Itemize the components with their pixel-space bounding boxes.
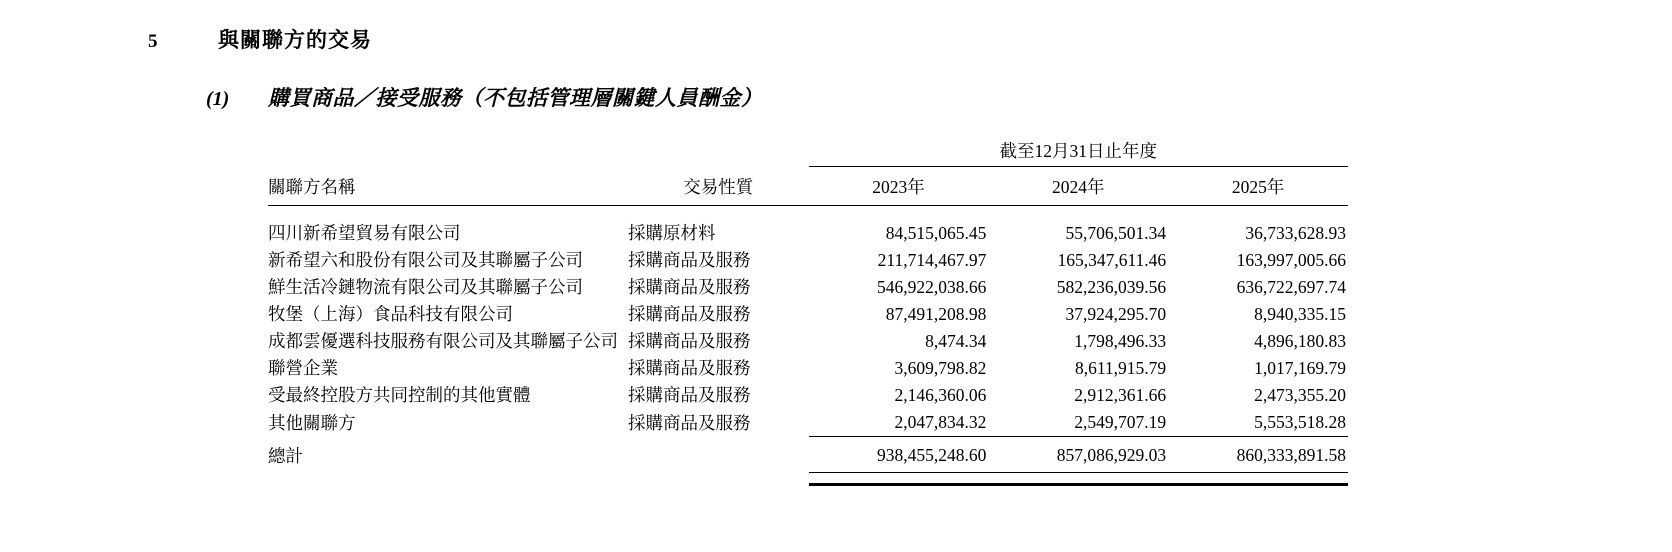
section-heading [148, 24, 372, 54]
row-amount-2023: 87,491,208.98 [885, 304, 987, 324]
bottom-rule-pad-name [268, 473, 628, 485]
span-header-pad-nature [628, 138, 809, 167]
row-amount-2024: 1,798,496.33 [1074, 331, 1167, 351]
row-amount-2023: 211,714,467.97 [877, 250, 987, 270]
header-body-spacer [268, 206, 1348, 221]
row-party-name: 聯營企業 [268, 358, 338, 378]
spacer-cell-1 [268, 206, 628, 221]
total-amount-2023: 938,455,248.60 [809, 437, 989, 473]
bottom-rule-2024 [988, 473, 1168, 485]
column-header-nature: 交易性質 [628, 167, 809, 206]
bottom-rule-2025 [1168, 473, 1348, 485]
table-row [268, 301, 1348, 328]
total-amount-2024: 857,086,929.03 [988, 437, 1168, 473]
row-amount-2025: 636,722,697.74 [1236, 277, 1346, 297]
row-amount-2025: 163,997,005.66 [1236, 250, 1346, 270]
row-nature: 採購商品及服務 [628, 331, 751, 351]
subsection-heading [206, 82, 763, 112]
table-row [268, 328, 1348, 355]
row-amount-2024: 37,924,295.70 [1065, 304, 1167, 324]
row-amount-2025: 4,896,180.83 [1254, 331, 1346, 351]
related-party-transactions-table [268, 138, 1348, 486]
row-amount-2025: 8,940,335.15 [1254, 304, 1346, 324]
row-nature: 採購商品及服務 [628, 385, 751, 405]
row-party-name: 成都雲優選科技服務有限公司及其聯屬子公司 [268, 331, 618, 351]
row-amount-2023: 3,609,798.82 [894, 358, 987, 378]
row-party-name: 四川新希望貿易有限公司 [268, 223, 461, 243]
row-amount-2023: 84,515,065.45 [885, 223, 987, 243]
table-row [268, 220, 1348, 247]
spacer-cell-5 [1168, 206, 1348, 221]
spacer-cell-2 [628, 206, 809, 221]
row-nature: 採購商品及服務 [628, 304, 751, 324]
table-row [268, 409, 1348, 437]
row-party-name: 鮮生活冷鏈物流有限公司及其聯屬子公司 [268, 277, 583, 297]
column-header-2023: 2023年 [809, 167, 989, 206]
bottom-rule-2023 [809, 473, 989, 485]
row-amount-2024: 165,347,611.46 [1057, 250, 1167, 270]
total-nature-blank [628, 437, 809, 473]
table-row [268, 355, 1348, 382]
table-bottom-rule-row [268, 473, 1348, 485]
table-row [268, 274, 1348, 301]
row-amount-2023: 2,047,834.32 [894, 412, 987, 432]
period-span-header: 截至12月31日止年度 [809, 138, 1348, 167]
row-nature: 採購商品及服務 [628, 412, 751, 433]
total-amount-2025: 860,333,891.58 [1168, 437, 1348, 473]
row-amount-2024: 2,912,361.66 [1074, 385, 1167, 405]
table-header-row [268, 167, 1348, 206]
row-nature: 採購原材料 [628, 223, 716, 243]
table-span-header-row [268, 138, 1348, 167]
bottom-rule-pad-nature [628, 473, 809, 485]
row-party-name: 新希望六和股份有限公司及其聯屬子公司 [268, 250, 583, 270]
row-party-name: 其他關聯方 [268, 412, 356, 433]
row-nature: 採購商品及服務 [628, 358, 751, 378]
row-nature: 採購商品及服務 [628, 277, 751, 297]
subsection-number: (1) [206, 88, 230, 110]
span-header-pad-name [268, 138, 628, 167]
row-amount-2024: 8,611,915.79 [1074, 358, 1167, 378]
row-party-name: 受最終控股方共同控制的其他實體 [268, 385, 531, 405]
spacer-cell-4 [988, 206, 1168, 221]
subsection-title: 購買商品／接受服務（不包括管理層關鍵人員酬金） [268, 86, 763, 110]
total-label: 總計 [268, 445, 303, 466]
row-amount-2025: 36,733,628.93 [1245, 223, 1346, 243]
column-header-name: 關聯方名稱 [268, 167, 628, 206]
row-amount-2024: 582,236,039.56 [1056, 277, 1167, 297]
row-amount-2023: 546,922,038.66 [877, 277, 987, 297]
row-amount-2023: 2,146,360.06 [894, 385, 987, 405]
table-row [268, 382, 1348, 409]
column-header-2025: 2025年 [1168, 167, 1348, 206]
row-party-name: 牧堡（上海）食品科技有限公司 [268, 304, 513, 324]
row-amount-2023: 8,474.34 [925, 331, 987, 351]
row-amount-2025: 1,017,169.79 [1254, 358, 1346, 378]
section-number: 5 [148, 31, 158, 52]
row-nature: 採購商品及服務 [628, 250, 751, 270]
row-amount-2024: 55,706,501.34 [1065, 223, 1167, 243]
table-row [268, 247, 1348, 274]
row-amount-2025: 5,553,518.28 [1254, 412, 1346, 432]
row-amount-2024: 2,549,707.19 [1074, 412, 1167, 432]
table-total-row [268, 437, 1348, 473]
section-title: 與關聯方的交易 [218, 28, 372, 52]
spacer-cell-3 [809, 206, 989, 221]
column-header-2024: 2024年 [988, 167, 1168, 206]
row-amount-2025: 2,473,355.20 [1254, 385, 1346, 405]
